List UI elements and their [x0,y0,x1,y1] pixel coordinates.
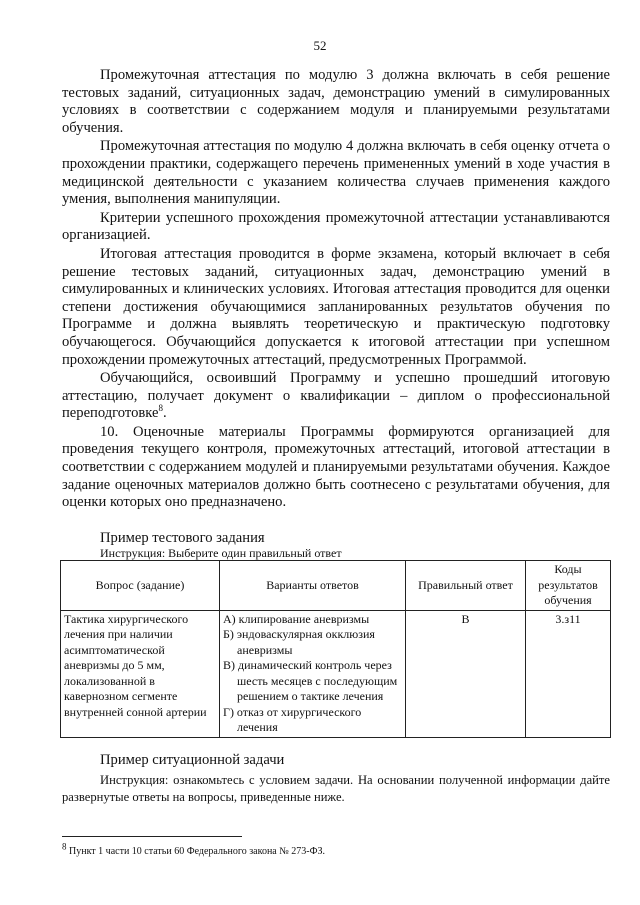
question-cell: Тактика хирургического лечения при наличии асимптоматической аневризмы до 5 мм, локализованной в кавернозном сегменте внутренней сонной артерии [61,610,220,737]
footnote-text: Пункт 1 части 10 статьи 60 Федерального закона № 273-ФЗ. [66,846,326,857]
paragraph-diploma [62,370,610,423]
option-b: Б) эндоваскулярная окклюзия аневризмы [223,627,375,657]
option-c: В) динамический контроль через шесть месяцев с последующим решением о тактике лечения [223,658,398,703]
result-code-cell: 3.з11 [526,610,611,737]
paragraph-diploma-text: Обучающийся, освоивший Программу и успешно прошедший итоговую аттестацию, получает документ о квалификации – диплом о профессиональной переподготовке [62,370,610,422]
header-options: Варианты ответов [220,561,406,611]
table-row [61,610,611,737]
options-cell [220,610,406,737]
test-instruction: Инструкция: Выберите один правильный ответ [100,546,342,560]
option-a: А) клипирование аневризмы [223,611,370,626]
test-example-title: Пример тестового задания [100,530,265,546]
footnote-divider [62,836,242,837]
body-text [62,67,610,512]
footnote [62,841,326,857]
paragraph-diploma-end: . [162,405,167,422]
paragraph-module4: Промежуточная аттестация по модулю 4 должна включать в себя оценку отчета о прохождении практики, содержащего перечень примененных умений в ходе участия в медицинской деятельности с указанием количества случаев применения каждого умения, выполнения манипуляции. [62,138,610,208]
header-correct-answer: Правильный ответ [406,561,526,611]
header-question: Вопрос (задание) [61,561,220,611]
paragraph-assessment-materials: 10. Оценочные материалы Программы формируются организацией для проведения текущего контроля, промежуточных аттестаций, итоговой аттестации в соответствии с содержанием модулей и планируемыми результатами обучения. Каждое задание оценочных материалов должно быть соотнесено с результатами обучения, для оценки которых оно предназначено. [62,423,610,511]
option-d: Г) отказ от хирургического лечения [223,704,362,734]
test-table [60,560,611,738]
paragraph-module3: Промежуточная аттестация по модулю 3 должна включать в себя решение тестовых заданий, ситуационных задач, демонстрацию умений в симулированных условиях в соответствии с содержанием модуля и планируемыми результатами обучения. [62,67,610,136]
paragraph-criteria: Критерии успешного прохождения промежуточной аттестации устанавливаются организацией. [62,209,610,244]
footnote-marker: 8 [62,841,67,852]
situational-instruction: Инструкция: ознакомьтесь с условием задачи. На основании полученной информации дайте развернутые ответы на вопросы, приведенные ниже. [62,773,610,804]
page-number: 52 [313,38,327,53]
header-result-codes: Коды результатов обучения [526,561,611,611]
table-header-row [61,561,611,611]
correct-answer-cell: В [406,610,526,737]
paragraph-final-attestation: Итоговая аттестация проводится в форме экзамена, который включает в себя решение тестовых заданий, ситуационных задач, демонстрацию умений в симулированных и клинических условиях. Итоговая аттестация проводится для оценки степени достижения обучающимися запланированных результатов обучения по Программе и должна выявлять теоретическую и практическую подготовку обучающегося. Обучающийся допускается к итоговой аттестации при успешном прохождении промежуточных аттестаций, предусмотренных Программой. [62,245,610,368]
footnote-ref: 8 [158,403,163,414]
situational-example-title: Пример ситуационной задачи [100,752,285,768]
